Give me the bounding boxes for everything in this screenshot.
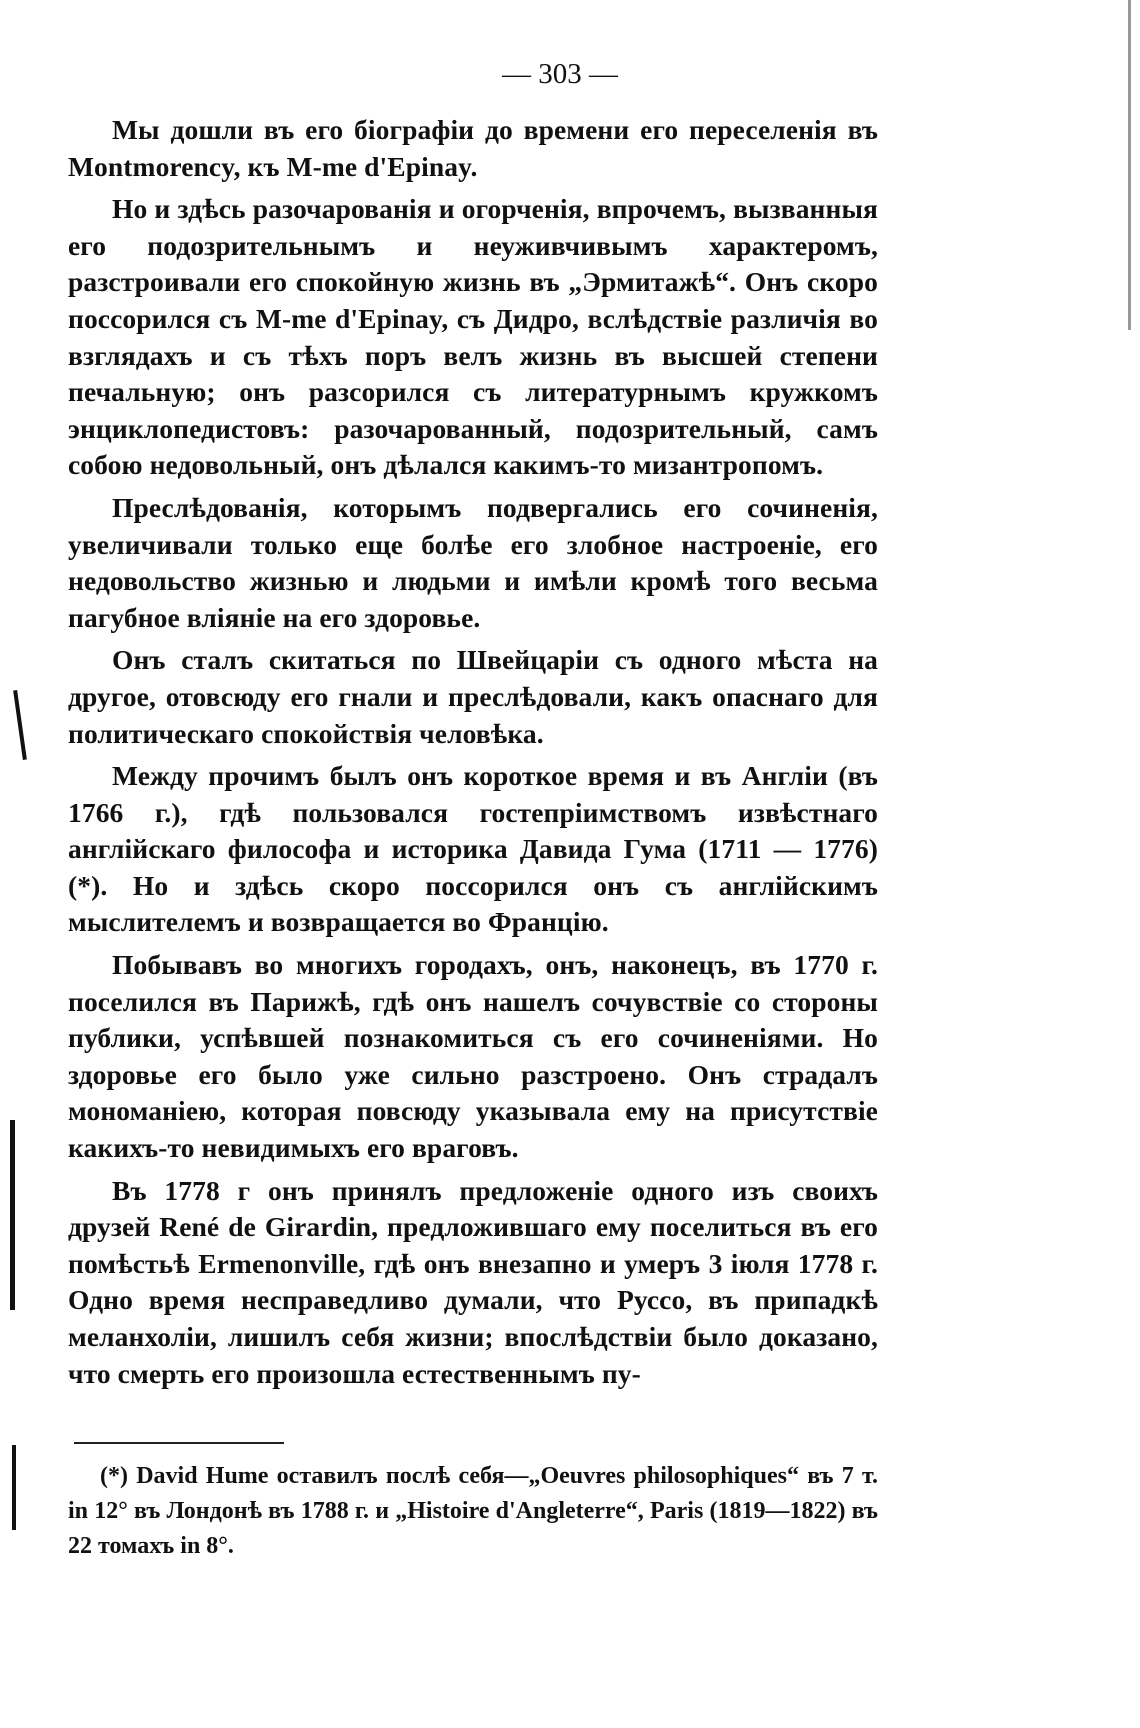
paragraph: Преслѣдованія, которымъ подвергались его сочиненія, увеличивали только еще болѣе его злобное настроеніе, его недовольство жизнью и людьми и имѣли кромѣ того весьма пагубное вліяніе на его здоровье. [68,491,878,633]
margin-mark [13,690,27,760]
margin-mark [12,1445,16,1530]
paragraph: Но и здѣсь разочарованія и огорченія, впрочемъ, вызванныя его подозрительнымъ и неуживчивымъ характеромъ, разстроивали его спокойную жизнь въ „Эрмитажѣ“. Онъ скоро поссорился съ M-me d'Epinay, съ Дидро, вслѣдствіе различія во взглядахъ и съ тѣхъ поръ велъ жизнь въ высшей степени печальную; онъ разсорился съ литературнымъ кружкомъ энциклопедистовъ: разочарованный, подозрительный, самъ собою недовольный, онъ дѣлался какимъ-то мизантропомъ. [68,193,878,481]
margin-mark [1128,0,1131,330]
footnote: (*) David Hume оставилъ послѣ себя—„Oeuvres philosophiques“ въ 7 т. in 12° въ Лондонѣ въ 1788 г. и „Histoire d'Angleterre“, Paris (1819—1822) въ 22 томахъ in 8°. [68,1463,878,1559]
paragraph: Онъ сталъ скитаться по Швейцаріи съ одного мѣста на другое, отовсюду его гнали и преслѣдовали, какъ опаснаго для политическаго спокойствія человѣка. [68,644,878,749]
paragraph: Въ 1778 г онъ принялъ предложеніе одного изъ своихъ друзей René de Girardin, предложившаго ему поселиться въ его помѣстьѣ Ermenonville, гдѣ онъ внезапно и умеръ 3 іюля 1778 г. Одно время несправедливо думали, что Руссо, въ припадкѣ меланхоліи, лишилъ себя жизни; впослѣдствіи было доказано, что смерть его произошла естественнымъ пу- [68,1174,878,1389]
footnote-divider [74,1442,284,1444]
page-number: — 303 — [502,58,618,90]
paragraph: Побывавъ во многихъ городахъ, онъ, наконецъ, въ 1770 г. поселился въ Парижѣ, гдѣ онъ нашелъ сочувствіе со стороны публики, успѣвшей познакомиться съ его сочиненіями. Но здоровье его было уже сильно разстроено. Онъ страдалъ мономаніею, которая повсюду указывала ему на присутствіе какихъ-то невидимыхъ его враговъ. [68,949,878,1164]
margin-mark [10,1120,15,1310]
paragraph: Между прочимъ былъ онъ короткое время и въ Англіи (въ 1766 г.), гдѣ пользовался гостепріимствомъ извѣстнаго англійскаго философа и историка Давида Гума (1711 — 1776) (*). Но и здѣсь скоро поссорился онъ съ англійскимъ мыслителемъ и возвращается во Францію. [68,760,878,938]
body-text [68,112,878,1398]
paragraph: Мы дошли въ его біографіи до времени его переселенія въ Montmorency, къ M-me d'Epinay. [68,114,878,182]
